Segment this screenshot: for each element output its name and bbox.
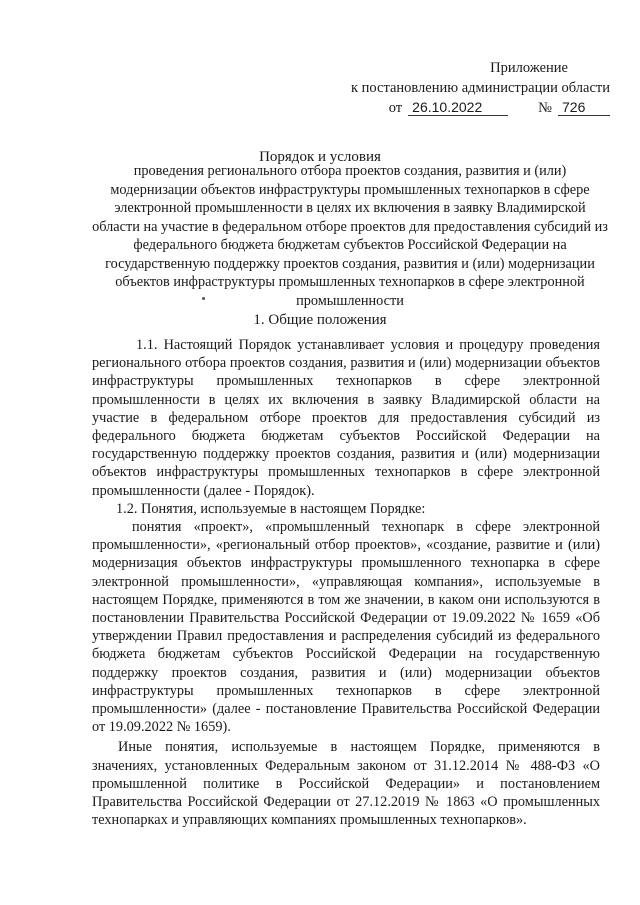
date-value: 26.10.2022 (408, 99, 508, 116)
number-value: 726 (558, 99, 610, 116)
document-subtitle: проведения регионального отбора проектов создания, развития и (или) модернизации объектов инфраструктуры промышленных технопарков в сфере электронной промышленности в целях их включения в заявку Владимирской области на участие в федеральном отборе проектов для предоставления субсидий из федерального бюджета бюджетам субъектов Российской Федерации на государственную поддержку проектов создания, развития и (или) модернизации объектов инфраструктуры промышленных технопарков в сфере электронной промышленности (92, 163, 608, 309)
paragraph-definitions: понятия «проект», «промышленный технопарк в сфере электронной промышленности», «региональный отбор проектов», «создание, развитие и (или) модернизация объектов инфраструктуры промышленного технопарка в сфере электронной промышленности», «управляющая компания», используемые в настоящем Порядке, применяются в том же значении, в каком они используются в постановлении Правительства Российской Федерации от 19.09.2022 № 1659 «Об утверждении Правил предоставления и распределения субсидий из федерального бюджета бюджетам субъектов Российской Федерации на государственную поддержку проектов создания, развития и (или) модернизации объектов инфраструктуры промышленных технопарков в сфере электронной промышленности» (далее - постановление Правительства Российской Федерации от 19.09.2022 № 1659). (92, 519, 600, 736)
document-title: Порядок и условия (259, 149, 381, 165)
appendix-reference: к постановлению администрации области (350, 80, 610, 96)
paragraph-1-2: 1.2. Понятия, используемые в настоящем Порядке: (116, 500, 426, 517)
section-body (92, 336, 600, 829)
date-prefix: от (388, 100, 403, 116)
paragraph-1-1: 1.1. Настоящий Порядок устанавливает условия и процедуру проведения регионального отбора проектов создания, развития и (или) модернизации объектов инфраструктуры промышленных технопарков в сфере электронной промышленности в целях их включения в заявку Владимирской области на участие в федеральном отборе проектов для предоставления субсидий из федерального бюджета бюджетам субъектов Российской Федерации на государственную поддержку проектов создания, развития и (или) модернизации объектов инфраструктуры промышленных технопарков в сфере электронной промышленности (далее - Порядок). (92, 337, 600, 499)
appendix-date-line (320, 98, 610, 118)
scan-mark (202, 297, 205, 300)
appendix-label: Приложение (490, 60, 568, 76)
number-prefix: № (538, 100, 552, 116)
paragraph-other-concepts: Иные понятия, используемые в настоящем Порядке, применяются в значениях, установленных Федеральным законом от 31.12.2014 № 488-ФЗ «О промышленной политике в Российской Федерации» и постановлением Правительства Российской Федерации от 27.12.2019 № 1863 «О промышленных технопарках и управляющих компаниях промышленных технопарков». (92, 739, 600, 829)
section-heading: 1. Общие положения (253, 312, 387, 328)
appendix-block (320, 58, 610, 118)
